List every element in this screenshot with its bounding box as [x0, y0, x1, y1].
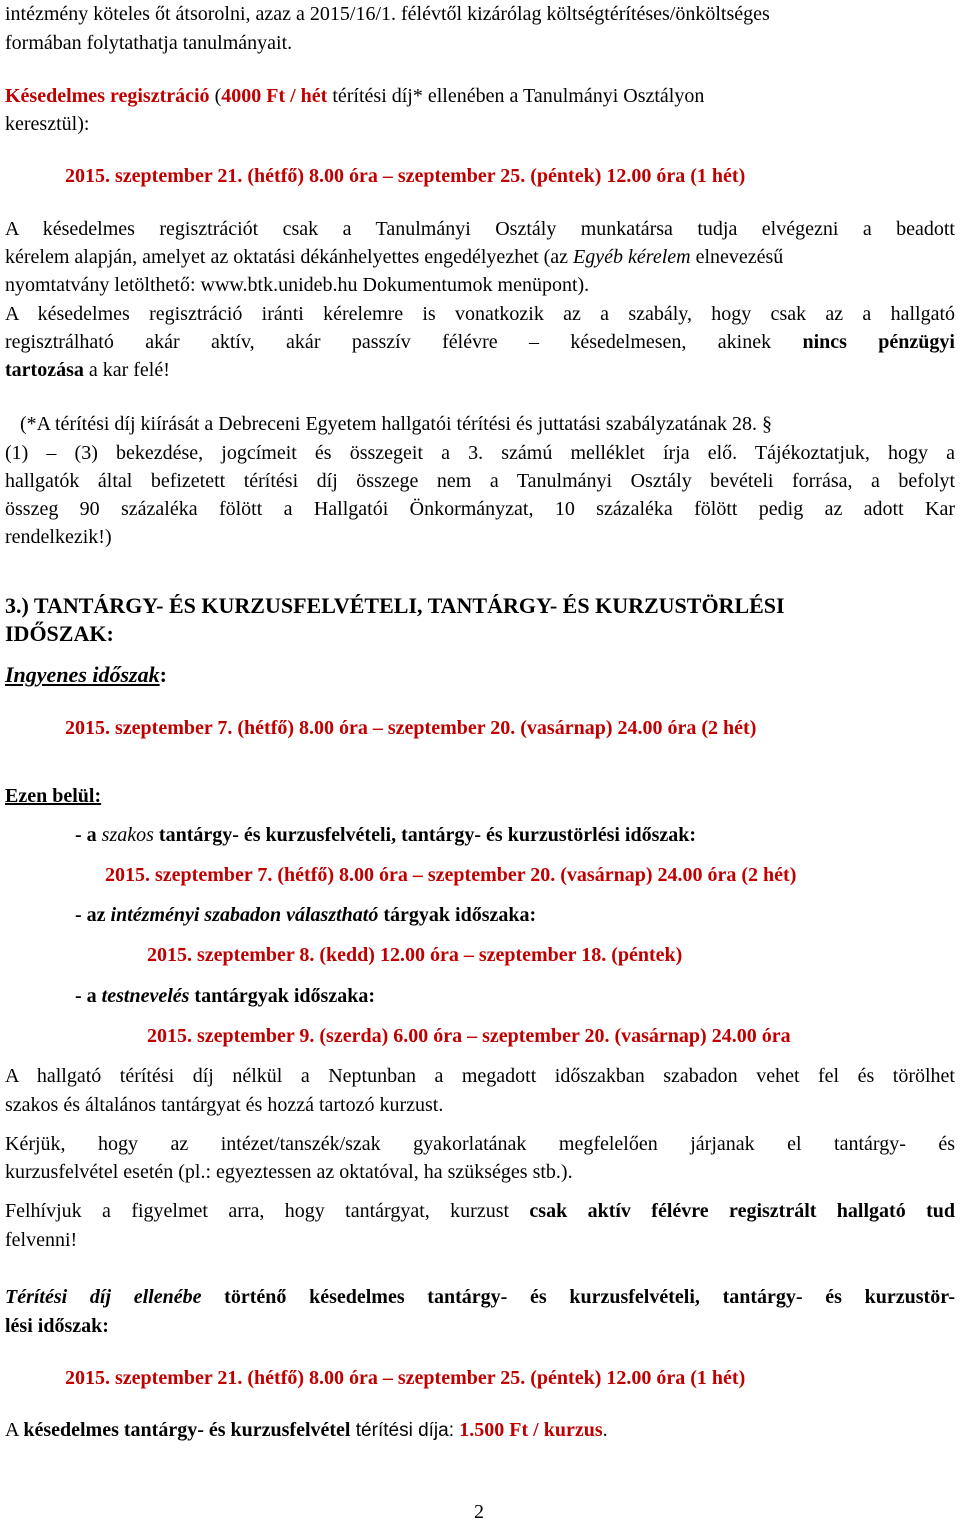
note-line: (1) – (3) bekezdése, jogcímeit és összegeit a 3. számú melléklet írja elő. Tájékoztatjuk, hogy a [5, 442, 955, 464]
note-line: rendelkezik!) [5, 526, 112, 548]
text-line: intézmény köteles őt átsorolni, azaz a 2015/16/1. félévtől kizárólag költségtérítéses/önköltséges [5, 3, 770, 25]
section-heading: IDŐSZAK: [5, 621, 114, 646]
late-course-date: 2015. szeptember 21. (hétfő) 8.00 óra – szeptember 25. (péntek) 12.00 óra (1 hét) [65, 1367, 746, 1389]
within-label: Ezen belül: [5, 785, 102, 807]
text-line: keresztül): [5, 113, 90, 135]
text-line: A hallgató térítési díj nélkül a Neptunban a megadott időszakban szabadon vehet fel és törölhet [5, 1065, 955, 1087]
note-line: (*A térítési díj kiírását a Debreceni Egyetem hallgatói térítési és juttatási szabályzatának 28. § [20, 413, 772, 435]
subperiod-heading: - az intézményi szabadon választható tárgyak időszaka: [75, 904, 537, 926]
free-period-date: 2015. szeptember 7. (hétfő) 8.00 óra – szeptember 20. (vasárnap) 24.00 óra (2 hét) [65, 717, 757, 739]
page-number: 2 [474, 1501, 484, 1523]
subperiod-date: 2015. szeptember 8. (kedd) 12.00 óra – szeptember 18. (péntek) [147, 944, 683, 966]
text-line: Felhívjuk a figyelmet arra, hogy tantárgyat, kurzust csak aktív félévre regisztrált hallgató tud [5, 1200, 955, 1222]
text-line: formában folytathatja tanulmányait. [5, 32, 293, 54]
late-course-heading: lési időszak: [5, 1315, 109, 1337]
subperiod-date: 2015. szeptember 7. (hétfő) 8.00 óra – szeptember 20. (vasárnap) 24.00 óra (2 hét) [105, 864, 797, 886]
free-period-label: Ingyenes időszak: [5, 662, 167, 687]
note-line: hallgatók által befizetett térítési díj összege nem a Tanulmányi Osztály bevételi forrása, a befolyt [5, 470, 955, 492]
note-line: összeg 90 százaléka fölött a Hallgatói Önkormányzat, 10 százaléka fölött pedig az adott Kar [5, 498, 955, 520]
text-line: nyomtatvány letölthető: www.btk.unideb.hu Dokumentumok menüpont). [5, 274, 590, 296]
section-heading: 3.) TANTÁRGY- ÉS KURZUSFELVÉTELI, TANTÁRGY- ÉS KURZUSTÖRLÉSI [5, 593, 785, 618]
text-line: kurzusfelvétel esetén (pl.: egyeztessen az oktatóval, ha szükséges stb.). [5, 1161, 573, 1183]
late-registration-heading: Késedelmes regisztráció (4000 Ft / hét térítési díj* ellenében a Tanulmányi Osztályon [5, 85, 705, 107]
text-line: A késedelmes regisztráció iránti kérelemre is vonatkozik az a szabály, hogy csak az a hallgató [5, 303, 955, 325]
text-line: felvenni! [5, 1229, 78, 1251]
text-line: kérelem alapján, amelyet az oktatási dékánhelyettes engedélyezhet (az Egyéb kérelem elnevezésű [5, 246, 784, 268]
text-line: A késedelmes regisztrációt csak a Tanulmányi Osztály munkatársa tudja elvégezni a beadott [5, 218, 955, 240]
text-line: Kérjük, hogy az intézet/tanszék/szak gyakorlatának megfelelően járjanak el tantárgy- és [5, 1133, 955, 1155]
subperiod-heading: - a szakos tantárgy- és kurzusfelvételi, tantárgy- és kurzustörlési időszak: [75, 824, 697, 846]
late-registration-date: 2015. szeptember 21. (hétfő) 8.00 óra – szeptember 25. (péntek) 12.00 óra (1 hét) [65, 165, 746, 187]
late-course-fee: A késedelmes tantárgy- és kurzusfelvétel térítési díja: 1.500 Ft / kurzus. [5, 1419, 608, 1441]
late-course-heading: Térítési díj ellenébe történő késedelmes tantárgy- és kurzusfelvételi, tantárgy- és kurzustör- [5, 1286, 955, 1308]
text-line: regisztrálható akár aktív, akár passzív félévre – késedelmesen, akinek nincs pénzügyi [5, 331, 955, 353]
subperiod-date: 2015. szeptember 9. (szerda) 6.00 óra – szeptember 20. (vasárnap) 24.00 óra [147, 1025, 791, 1047]
text-line: szakos és általános tantárgyat és hozzá tartozó kurzust. [5, 1094, 444, 1116]
subperiod-heading: - a testnevelés tantárgyak időszaka: [75, 985, 375, 1007]
text-line: tartozása a kar felé! [5, 359, 170, 381]
